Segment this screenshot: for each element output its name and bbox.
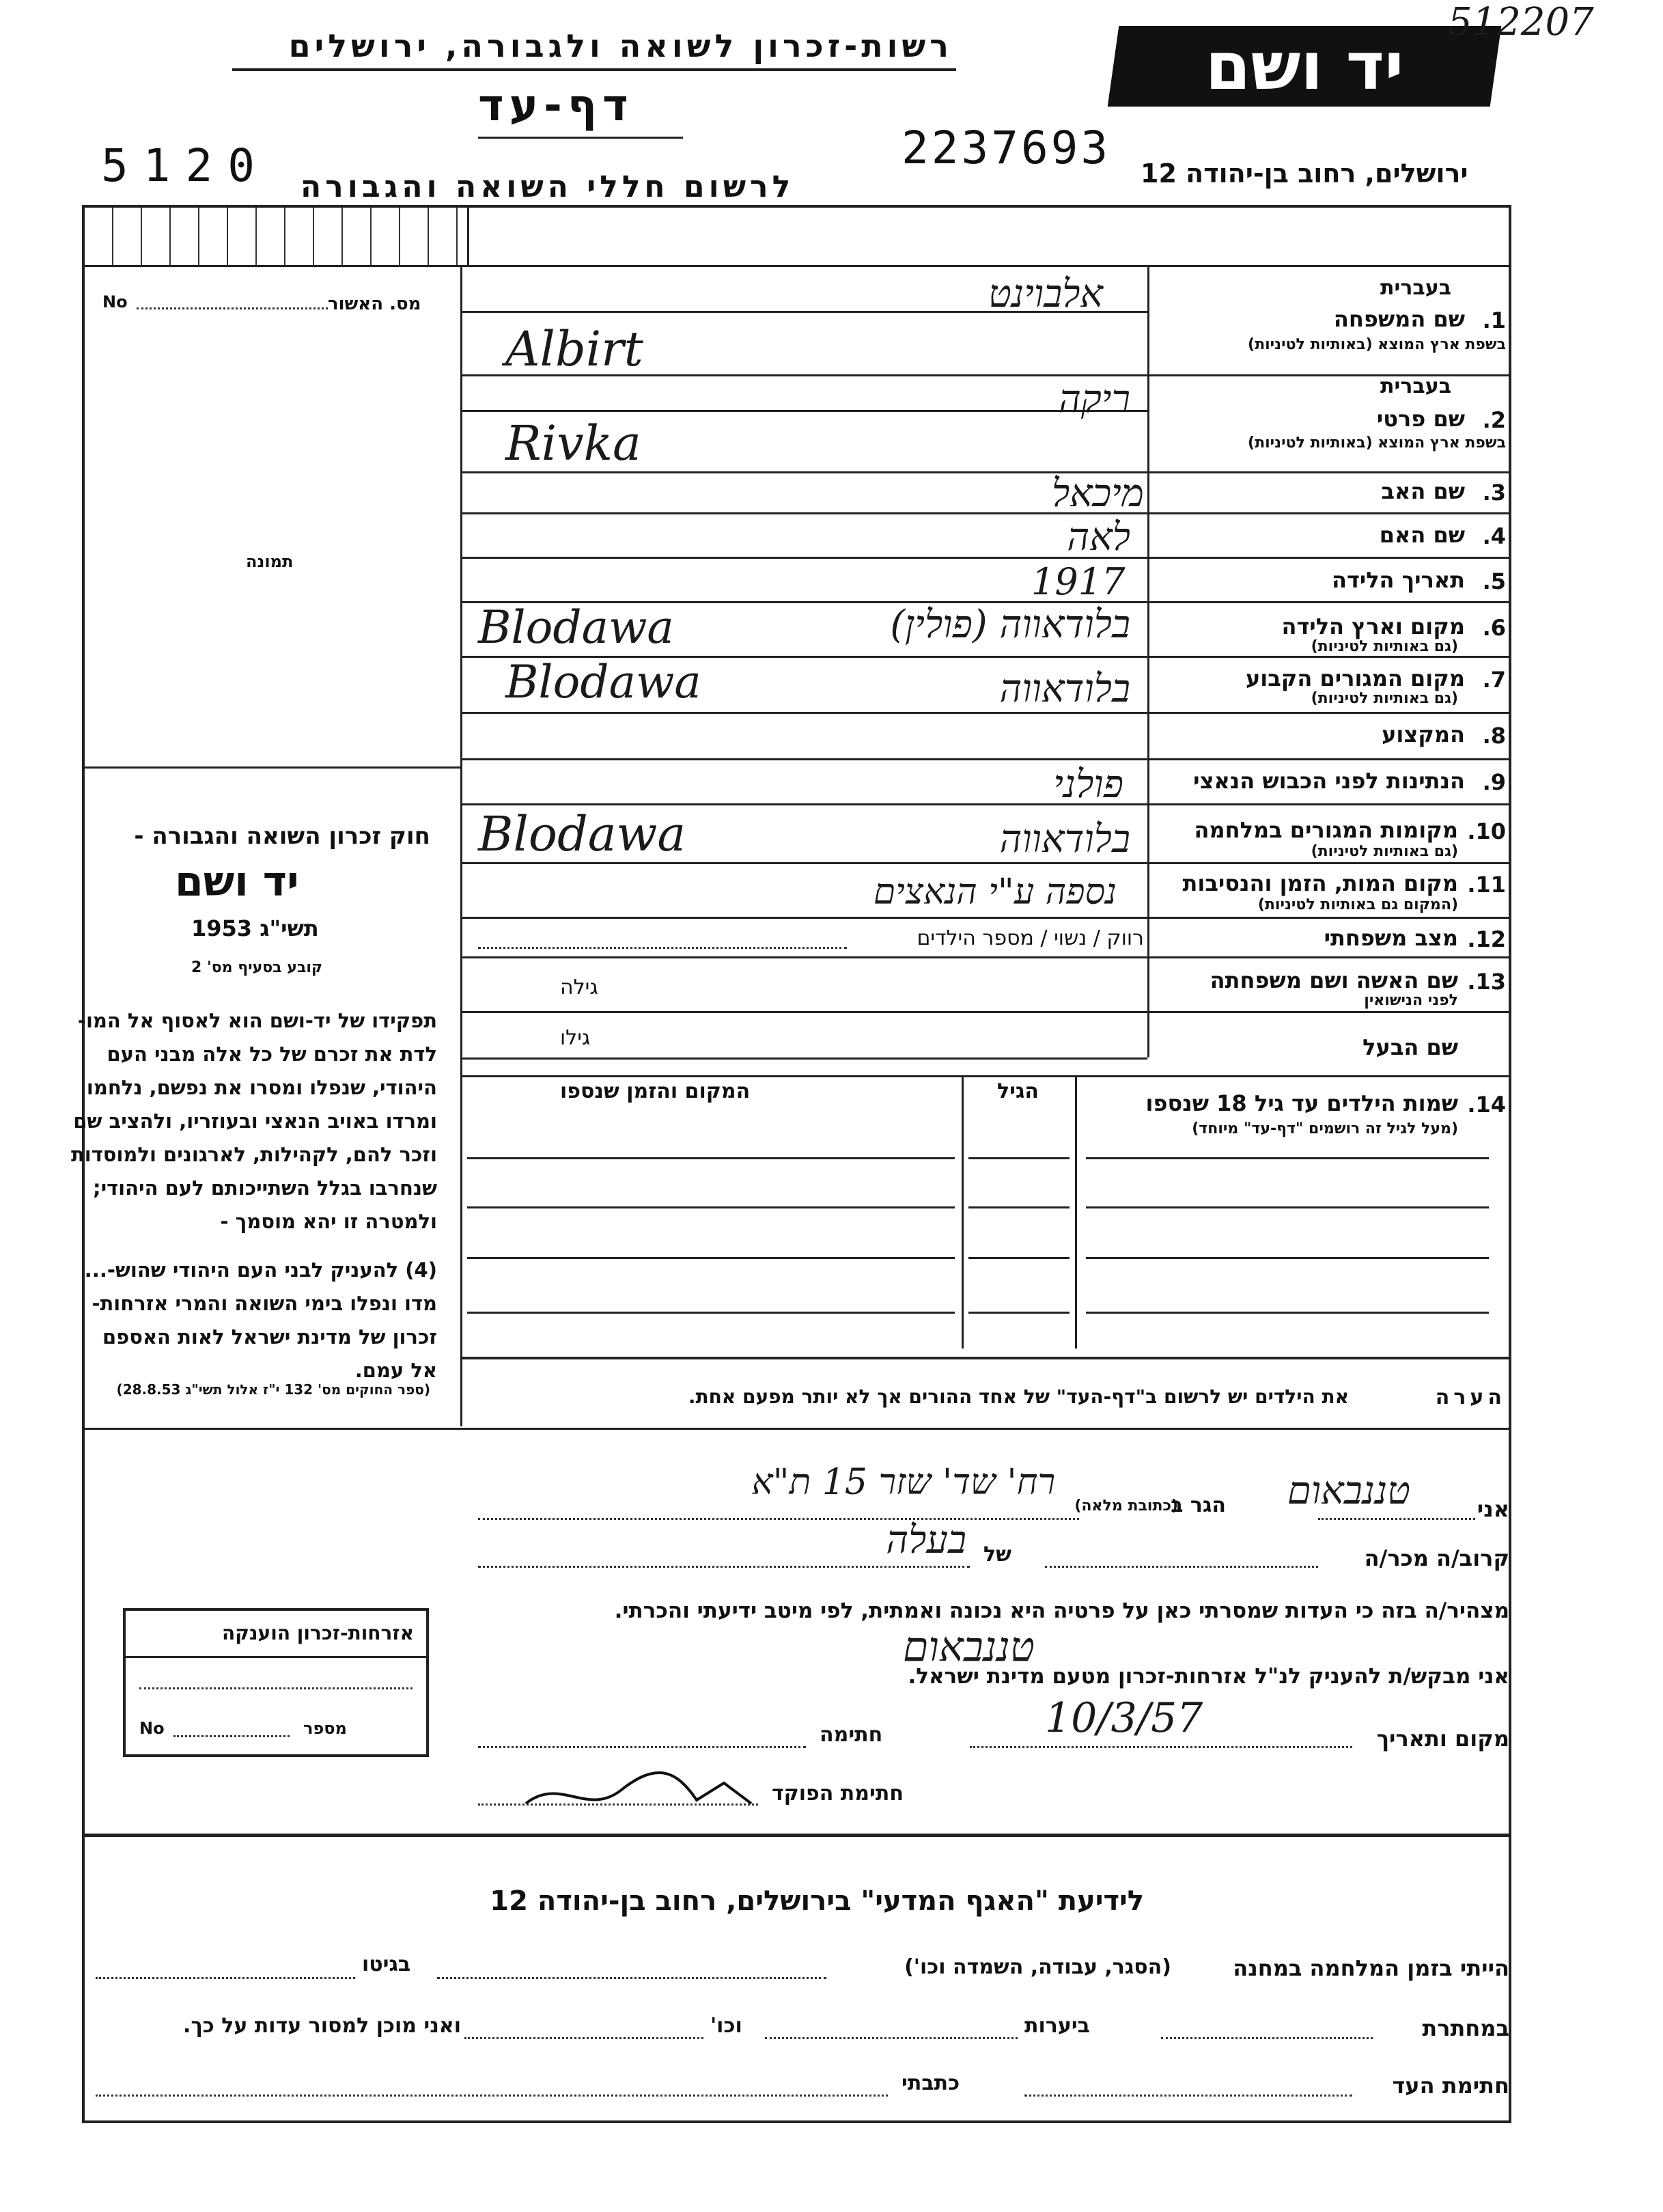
law-source: (ספר החוקים מס' 132 י"ז אלול תשי"ג 28.8.53) (116, 1381, 430, 1398)
children-sub: (מעל לגיל זה רושמים "דף-עד" מיוחד) (1192, 1120, 1458, 1137)
hebrew-label-2: בעברית (1380, 374, 1451, 398)
children-line (1086, 1257, 1489, 1259)
f2-num: 2. (1482, 407, 1506, 433)
children-age-header: הגיל (997, 1079, 1039, 1103)
decl-address-label: (כתובת מלאה) (1074, 1497, 1178, 1515)
law-line: אל עמם. (354, 1359, 437, 1382)
entry-line (462, 1057, 1147, 1060)
entry-line (462, 758, 1147, 760)
f13-label: שם האשה ושם משפחתה (1210, 967, 1458, 993)
bottom-witness-sig-dotline (1024, 2095, 1352, 2097)
form-subtitle: לרשום חללי השואה והגבורה (301, 169, 795, 204)
row-sep (1147, 1011, 1509, 1013)
f11-value: נספה ע"י הנאצים (873, 872, 1117, 913)
decl-i-label: אני (1477, 1496, 1509, 1522)
f6-label: מקום וארץ הלידה (1281, 613, 1465, 639)
officer-label: חתימת הפוקד (772, 1782, 904, 1806)
children-line (467, 1157, 955, 1159)
bottom-forests-label: ביערות (1024, 2014, 1090, 2038)
hebrew-label-1: בעברית (1380, 276, 1451, 300)
decl-of-label: של (983, 1543, 1011, 1566)
f1-num: 1. (1482, 307, 1506, 333)
entry-line (462, 557, 1147, 559)
law-title: חוק זכרון השואה והגבורה - (134, 822, 430, 850)
entry-line (462, 471, 1147, 473)
entry-line (462, 956, 1147, 958)
approval-dotline (137, 307, 328, 309)
label-column-divider (1147, 265, 1149, 1057)
f7-value-hebrew: בלודאווה (999, 667, 1130, 711)
address: ירושלים, רחוב בן-יהודה 12 (1141, 158, 1468, 189)
note-text: את הילדים יש לרשום ב"דף-העד" של אחד ההורים אך לא יותר מפעם אחת. (688, 1385, 1349, 1408)
law-line: ומרדו באויב הנאצי ובעוזריו, ולהציב שם (73, 1109, 437, 1133)
form-title-underline (478, 137, 683, 139)
f4-num: 4. (1482, 523, 1506, 549)
law-name: יד ושם (175, 858, 299, 906)
f7-label: מקום המגורים הקבוע (1245, 665, 1465, 691)
decl-resides-label: הגר ב (1171, 1493, 1226, 1517)
note-top (462, 1357, 1509, 1359)
children-line (1086, 1157, 1489, 1159)
decl-signature: טננבאום (903, 1623, 1035, 1671)
row-sep (1147, 862, 1509, 864)
row-sep (1147, 956, 1509, 958)
f5-label: תאריך הלידה (1331, 567, 1465, 593)
top-strip-bottom (82, 265, 1509, 267)
place-date-value: 10/3/57 (1045, 1694, 1203, 1742)
law-line: זכרון של מדינת ישראל לאות האספם (102, 1325, 437, 1349)
f6-value-hebrew: בלודאווה (פולין) (890, 603, 1130, 647)
children-top (462, 1075, 1509, 1077)
row-sep (1147, 917, 1509, 919)
photo-box-bottom (82, 766, 462, 769)
f6-value-latin: Blodawa (478, 601, 674, 654)
f1-label: שם המשפחה (1333, 306, 1465, 332)
entry-line (462, 712, 1147, 714)
children-place-header: המקום והזמן שנספו (560, 1079, 751, 1103)
children-line (968, 1157, 1070, 1159)
f4-value: לאה (1067, 515, 1130, 559)
bottom-witness-sig-label: חתימת העד (1392, 2073, 1509, 2099)
citizenship-no-label: No (139, 1719, 165, 1738)
law-text (41, 1004, 437, 1387)
law-line: תפקידו של יד-ושם הוא לאסוף אל המו- (77, 1009, 437, 1032)
entry-line (462, 1011, 1147, 1013)
bottom-camp-label: הייתי בזמן המלחמה במחנה (1233, 1955, 1509, 1981)
f3-value: מיכאל (1051, 471, 1144, 516)
f10-value-latin: Blodawa (478, 806, 686, 862)
f5-value: 1917 (1031, 560, 1126, 603)
children-line (968, 1206, 1070, 1208)
decl-relation-dotline (1045, 1566, 1318, 1568)
f6-sub: (גם באותיות לטיניות) (1311, 638, 1458, 655)
row-sep (1147, 601, 1509, 603)
f11-num: 11. (1467, 872, 1506, 898)
citizenship-box (123, 1608, 429, 1757)
citizenship-title: אזרחות-זכרון הוענקה (222, 1622, 414, 1644)
children-line (968, 1257, 1070, 1259)
row-sep (1147, 557, 1509, 559)
f1-value-hebrew: אלבוינט (988, 272, 1103, 316)
officer-signature-scribble (519, 1762, 779, 1824)
file-number: 5120 (101, 139, 270, 192)
bottom-camp-dotline (437, 1977, 826, 1979)
children-num: 14. (1467, 1092, 1506, 1118)
f2-label: שם פרטי (1376, 406, 1465, 432)
row-sep (1147, 512, 1509, 514)
f10-sub: (גם באותיות לטיניות) (1311, 843, 1458, 860)
left-column-divider (460, 265, 462, 1426)
decl-request: אני מבקש/ת להעניק לנ"ל אזרחות-זכרון מטעם מדינת ישראל. (908, 1664, 1509, 1689)
bottom-ghetto-label: בגיטו (362, 1952, 411, 1976)
top-strip-divider (467, 205, 469, 265)
f12-options: רווק / נשוי / מספר הילדים (917, 926, 1144, 950)
law-line: שנחרבו בגלל השתייכותם לעם היהודי; (92, 1176, 437, 1200)
row-sep (1147, 712, 1509, 714)
f12-label: מצב משפחתי (1324, 925, 1458, 951)
top-strip-columns (85, 208, 467, 265)
law-line: לדת את זכרם של כל אלה מבני העם (107, 1042, 437, 1066)
decl-of-dotline (478, 1566, 970, 1568)
entry-line (462, 512, 1147, 514)
f6-num: 6. (1482, 615, 1506, 641)
f2-value-latin: Rivka (505, 415, 641, 471)
law-line: היהודי, שנפלו ומסרו את נפשם, נלחמו (86, 1076, 437, 1099)
form-title: דף-עד (478, 81, 634, 131)
bottom-underground-dotline (1161, 2037, 1373, 2039)
f3-label: שם האב (1381, 478, 1465, 504)
place-date-dotline (970, 1746, 1352, 1748)
f4-label: שם האם (1379, 522, 1465, 548)
org-name-underline (232, 68, 956, 71)
row-sep (1147, 803, 1509, 805)
entry-line (462, 410, 1147, 412)
law-year: תשי"ג 1953 (191, 915, 319, 941)
decl-relation-value: בעלה (886, 1518, 966, 1562)
bottom-camp-paren: (הסגר, עבודה, השמדה וכו') (904, 1955, 1171, 1979)
note-label: הערה (1435, 1385, 1506, 1409)
place-date-label: מקום ותאריך (1376, 1726, 1509, 1752)
note-bottom (82, 1428, 1509, 1430)
f3-num: 3. (1482, 480, 1506, 506)
citizenship-number-label: מספר (303, 1719, 347, 1738)
f10-label: מקומות המגורים במלחמה (1194, 817, 1458, 843)
entry-line (462, 803, 1147, 805)
approval-label: מס. האשור (328, 294, 421, 314)
children-line (467, 1257, 955, 1259)
f7-sub: (גם באותיות לטיניות) (1311, 690, 1458, 707)
children-label: שמות הילדים עד גיל 18 שנספו (1145, 1090, 1458, 1116)
decl-address-dotline (478, 1518, 1079, 1520)
citizenship-title-rule (126, 1656, 426, 1658)
law-line: מדו ונפלו בימי השואה והמרי אזרחות- (92, 1292, 437, 1315)
decl-address-value: רח' שד' שזר 15 ת"א (751, 1462, 1055, 1503)
bottom-etc-dotline (464, 2037, 703, 2039)
children-line (467, 1312, 955, 1314)
bottom-etc-label: וכו' (710, 2014, 742, 2038)
bottom-address-dotline (96, 2095, 888, 2097)
f8-num: 8. (1482, 723, 1506, 749)
f2-value-hebrew: ריקה (1059, 377, 1130, 421)
f13b-age-label: גילו (560, 1026, 591, 1050)
f5-num: 5. (1482, 568, 1506, 594)
f10-num: 10. (1467, 818, 1506, 844)
children-line (467, 1206, 955, 1208)
f13-sub: לפני הנישואין (1364, 992, 1458, 1009)
bottom-address-label: כתבתי (902, 2071, 960, 2095)
row-sep (1147, 656, 1509, 658)
f7-value-latin: Blodawa (505, 656, 701, 708)
citizenship-line-1 (139, 1687, 413, 1689)
f13-num: 13. (1467, 969, 1506, 995)
law-line: ולמטרה זו יהא מוסמך - (220, 1210, 437, 1233)
yad-vashem-logo (1108, 26, 1502, 107)
children-col-age-right (1075, 1075, 1077, 1349)
entry-line (462, 862, 1147, 864)
stamp-number: 2237693 (902, 122, 1111, 174)
bottom-section-top (82, 1834, 1509, 1837)
law-line: (4) להעניק לבני העם היהודי שהוש-... (84, 1258, 437, 1282)
decl-name-dotline (1318, 1518, 1475, 1520)
decl-signature-dotline (478, 1746, 806, 1748)
law-section: קובע בסעיף מס' 2 (191, 959, 323, 976)
children-line (1086, 1312, 1489, 1314)
f1-value-latin: Albirt (505, 321, 643, 377)
children-col-age-left (962, 1075, 964, 1349)
row-sep (1147, 471, 1509, 473)
decl-name: טננבאום (1287, 1469, 1410, 1513)
bottom-ready-label: ואני מוכן למסור עדות על כך. (183, 2014, 461, 2038)
f11-sub: (המקום גם באותיות לטיניות) (1257, 896, 1458, 913)
decl-signature-label: חתימה (820, 1723, 883, 1747)
f12-num: 12. (1467, 926, 1506, 952)
f9-value: פולני (1053, 762, 1123, 807)
f7-num: 7. (1482, 667, 1506, 693)
f13b-label: שם הבעל (1362, 1034, 1458, 1060)
row-sep (1147, 374, 1509, 376)
logo-text: יד ושם (1205, 28, 1404, 105)
f1-sub: בשפת ארץ המוצא (באותיות לטיניות) (1248, 336, 1506, 353)
f10-value-hebrew: בלודאווה (999, 817, 1130, 861)
children-line (968, 1312, 1070, 1314)
f9-label: הנתינות לפני הכבוש הנאצי (1193, 768, 1465, 794)
row-sep (1147, 758, 1509, 760)
bottom-title: לידיעת "האגף המדעי" בירושלים, רחוב בן-יהודה 12 (490, 1885, 1144, 1917)
f8-label: המקצוע (1382, 721, 1465, 747)
children-line (1086, 1206, 1489, 1208)
decl-relative-label: קרוב/ה מכר/ה (1364, 1545, 1509, 1571)
law-line: וזכר להם, לקהילות, לארגונים ולמוסדות (70, 1143, 437, 1166)
decl-statement: מצהיר/ה בזה כי העדות שמסרתי כאן על פרטיה היא נכונה ואמתית, לפי מיטב ידיעתי והכרתי. (614, 1599, 1509, 1623)
f13-age-label: גילה (560, 976, 598, 999)
approval-no-label: No (102, 292, 128, 312)
bottom-underground-label: במחתרת (1422, 2015, 1509, 2041)
f9-num: 9. (1482, 769, 1506, 795)
corner-handwritten-number: 512207 (1448, 0, 1594, 44)
entry-line (462, 917, 1147, 919)
bottom-forests-dotline (765, 2037, 1018, 2039)
photo-label: תמונה (246, 552, 294, 571)
org-name: רשות-זכרון לשואה ולגבורה, ירושלים (288, 27, 953, 64)
f12-dotline (478, 947, 847, 949)
f11-label: מקום המות, הזמן והנסיבות (1182, 870, 1458, 896)
citizenship-number-dotline (173, 1735, 290, 1737)
bottom-ghetto-dotline (96, 1977, 355, 1979)
f2-sub: בשפת ארץ המוצא (באותיות לטיניות) (1248, 434, 1506, 452)
